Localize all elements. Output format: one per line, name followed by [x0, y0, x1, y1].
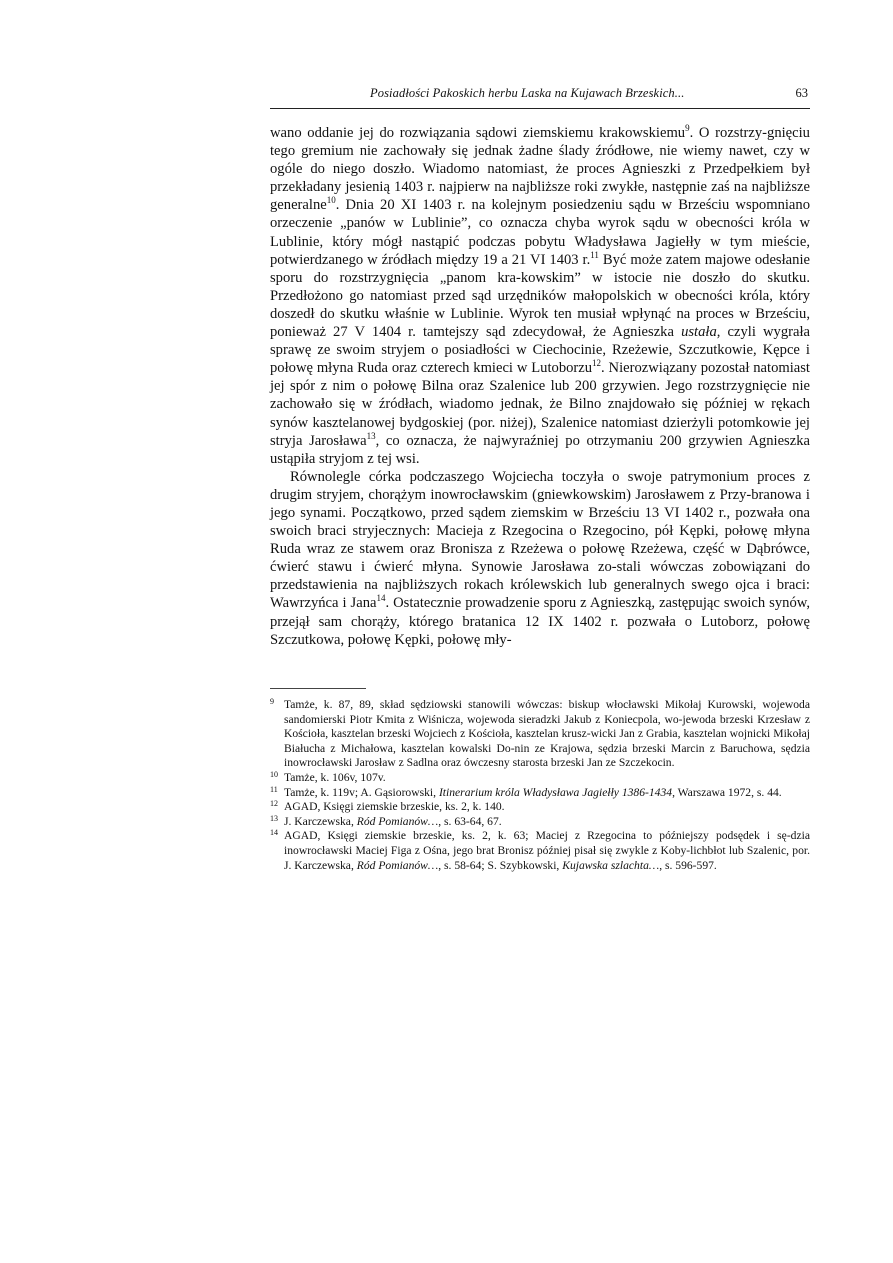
- running-header: [270, 82, 810, 109]
- text-run: wano oddanie jej do rozwiązania sądowi ziemskiemu krakowskiemu: [270, 125, 686, 141]
- text-run: . Dnia 20 XI 1403 r. na kolejnym posiedzeniu sądu w Brześciu wspomniano orzeczenie „panów w Lublinie”, co oznacza chyba wyrok sądu w obecności króla w Lublinie, który mógł nastąpić podczas pobytu Władysława Jagiełły w tym mieście, potwierdzanego w źródłach między 19 a 21 VI 1403 r.: [270, 197, 810, 268]
- footnote-text: Tamże, k. 119v; A. Gąsiorowski,: [284, 785, 439, 799]
- text-run: , czyli wygrała sprawę ze swoim stryjem o posiadłości w Ciechocinie, Rzeżewie, Szczutkowie, Kępce i połowę młyna Ruda oraz czterech kmieci w Lutoborzu: [270, 324, 810, 377]
- text-run: Równolegle córka podczaszego Wojciecha toczyła o swoje patrymonium proces z drugim stryjem, chorążym inowrocławskim (gniewkowskim) Jarosławem z Przy-branowa i jego synami. Początkowo, przed sądem ziemskim w Brześciu 13 VI 1402 r., pozwała ona swoich braci stryjecznych: Macieja z Rzegocina o Rzegocino, pół Kępki, połowę młyna Ruda wraz ze stawem oraz Bronisza z Rzeżewa o połowę Rzeżewa, część w Dąbrówce, ćwierć stawu i ćwierć młyna. Synowie Jarosława zo-stali wówczas zobowiązani do przedstawienia na najbliższych rokach królewskich lub generalnych swego ojca i braci: Wawrzyńca i Jana: [270, 468, 810, 612]
- footnote-title: Itinerarium króla Władysława Jagiełły 1386-1434: [438, 785, 673, 799]
- footnote-title: Ród Pomianów…: [356, 858, 439, 872]
- footnote-number: 14: [270, 828, 278, 838]
- footnote-13: [270, 815, 810, 830]
- footnote-ref-9[interactable]: 9: [685, 123, 690, 134]
- paragraph-2: [270, 468, 810, 649]
- footnote-ref-14[interactable]: 14: [376, 593, 386, 604]
- footnote-ref-10[interactable]: 10: [326, 195, 336, 206]
- footnote-number: 9: [270, 697, 274, 706]
- footnote-9: [270, 698, 810, 771]
- text-run: , co oznacza, że najwyraźniej po otrzymaniu 200 grzywien Agnieszka ustąpiła stryjom z tej wsi.: [270, 432, 810, 467]
- text-run: Być może zatem majowe odesłanie sporu do rozstrzygnięcia „panom kra-kowskim” w istocie nie doszło do skutku. Przedłożono go natomiast przed sąd urzędników małopolskich w obecności króla, który doszedł do skutku właśnie w Lublinie. Wyrok ten musiał wpłynąć na proces w Brześciu, ponieważ 27 V 1404 r. tamtejszy sąd zdecydował, że Agnieszka: [270, 251, 810, 341]
- text-run: . O rozstrzy-gnięciu tego gremium nie zachowały się jednak żadne ślady źródłowe, nie wiemy nawet, czy w ogóle do niego doszło. Wiadomo natomiast, że proces Agnieszki z Przedpełkiem był przekładany jesienią 1403 r. najpierw na najbliższe roki zwykłe, następnie zaś na najbliższe generalne: [270, 125, 810, 214]
- footnote-title: Kujawska szlachta…: [562, 858, 660, 872]
- footnote-text: Tamże, k. 106v, 107v.: [284, 770, 386, 784]
- paragraph-1: [270, 124, 810, 468]
- footnote-ref-11[interactable]: 11: [590, 249, 599, 260]
- italic-term: ustała: [681, 324, 717, 341]
- footnote-text: J. Karczewska,: [284, 814, 357, 828]
- footnote-11: [270, 786, 810, 801]
- main-text: [270, 124, 810, 649]
- footnote-text: Tamże, k. 87, 89, skład sędziowski stanowili wówczas: biskup włocławski Mikołaj Kurowski, wojewoda sandomierski Piotr Kmita z Wiśnicza, wojewoda sieradzki Jakub z Koniecpola, wo-jewoda brzeski Krzesław z Kościoła, kasztelan brzeski Wojciech z Kościoła, kasztelan krusz-wicki Jan z Grabia, kasztelan wojnicki Mikołaj Białucha z Michałowa, kasztelan kowalski Do-nin ze Krajowa, sędzia brzeski Marcin z Baruchowa, sędzia inowrocławski Jarosław z Sadlna oraz ówczesny starosta brzeski Jan ze Szczekocin.: [284, 698, 810, 770]
- footnote-text: , s. 58-64; S. Szybkowski,: [438, 858, 563, 872]
- footnote-number: 10: [270, 769, 278, 779]
- footnote-14: [270, 829, 810, 873]
- footnote-ref-13[interactable]: 13: [366, 430, 376, 441]
- footnote-number: 13: [270, 813, 278, 823]
- page-number: 63: [795, 86, 808, 100]
- footnote-12: [270, 800, 810, 815]
- footnotes: [270, 698, 810, 873]
- footnote-title: Ród Pomianów…: [356, 814, 439, 828]
- footnote-text: , s. 596-597.: [659, 858, 717, 872]
- running-title: Posiadłości Pakoskich herbu Laska na Kujawach Brzeskich...: [370, 86, 685, 100]
- text-run: . Nierozwiązany pozostał natomiast jej spór z nim o połowę Bilna oraz Szalenice lub 200 grzywien. Jego rozstrzygnięcie nie zachowało się w źródłach, wiadomo jednak, że Bilno znajdowało się później w rękach synów kasztelanowej bydgoskiej (por. niżej), Szalenice natomiast dzierżyli potomkowie jej stryja Jarosława: [270, 360, 810, 449]
- footnote-text: , Warszawa 1972, s. 44.: [672, 785, 782, 799]
- footnote-text: AGAD, Księgi ziemskie brzeskie, ks. 2, k. 140.: [284, 800, 505, 814]
- footnote-number: 11: [270, 784, 278, 794]
- text-run: . Ostatecznie prowadzenie sporu z Agnieszką, zastępując swoich synów, przejął sam chorąży, którego bratanica 12 IX 1402 r. pozwała o Lutoborz, połowę Szczutkowa, połowę Kępki, połowę mły-: [270, 595, 810, 648]
- footnote-10: [270, 771, 810, 786]
- footnote-separator: [270, 688, 366, 689]
- footnote-ref-12[interactable]: 12: [592, 358, 602, 369]
- footnote-text: , s. 63-64, 67.: [438, 814, 502, 828]
- footnote-text: AGAD, Księgi ziemskie brzeskie, ks. 2, k. 63; Maciej z Rzegocina to późniejszy podsędek i sę-dzia inowrocławski Maciej Figa z Ośna, jego brat Bronisz później pisał się zwykle z Koby-lichbłot lub Szalenic, por. J. Karczewska,: [284, 829, 810, 872]
- footnote-number: 12: [270, 799, 278, 809]
